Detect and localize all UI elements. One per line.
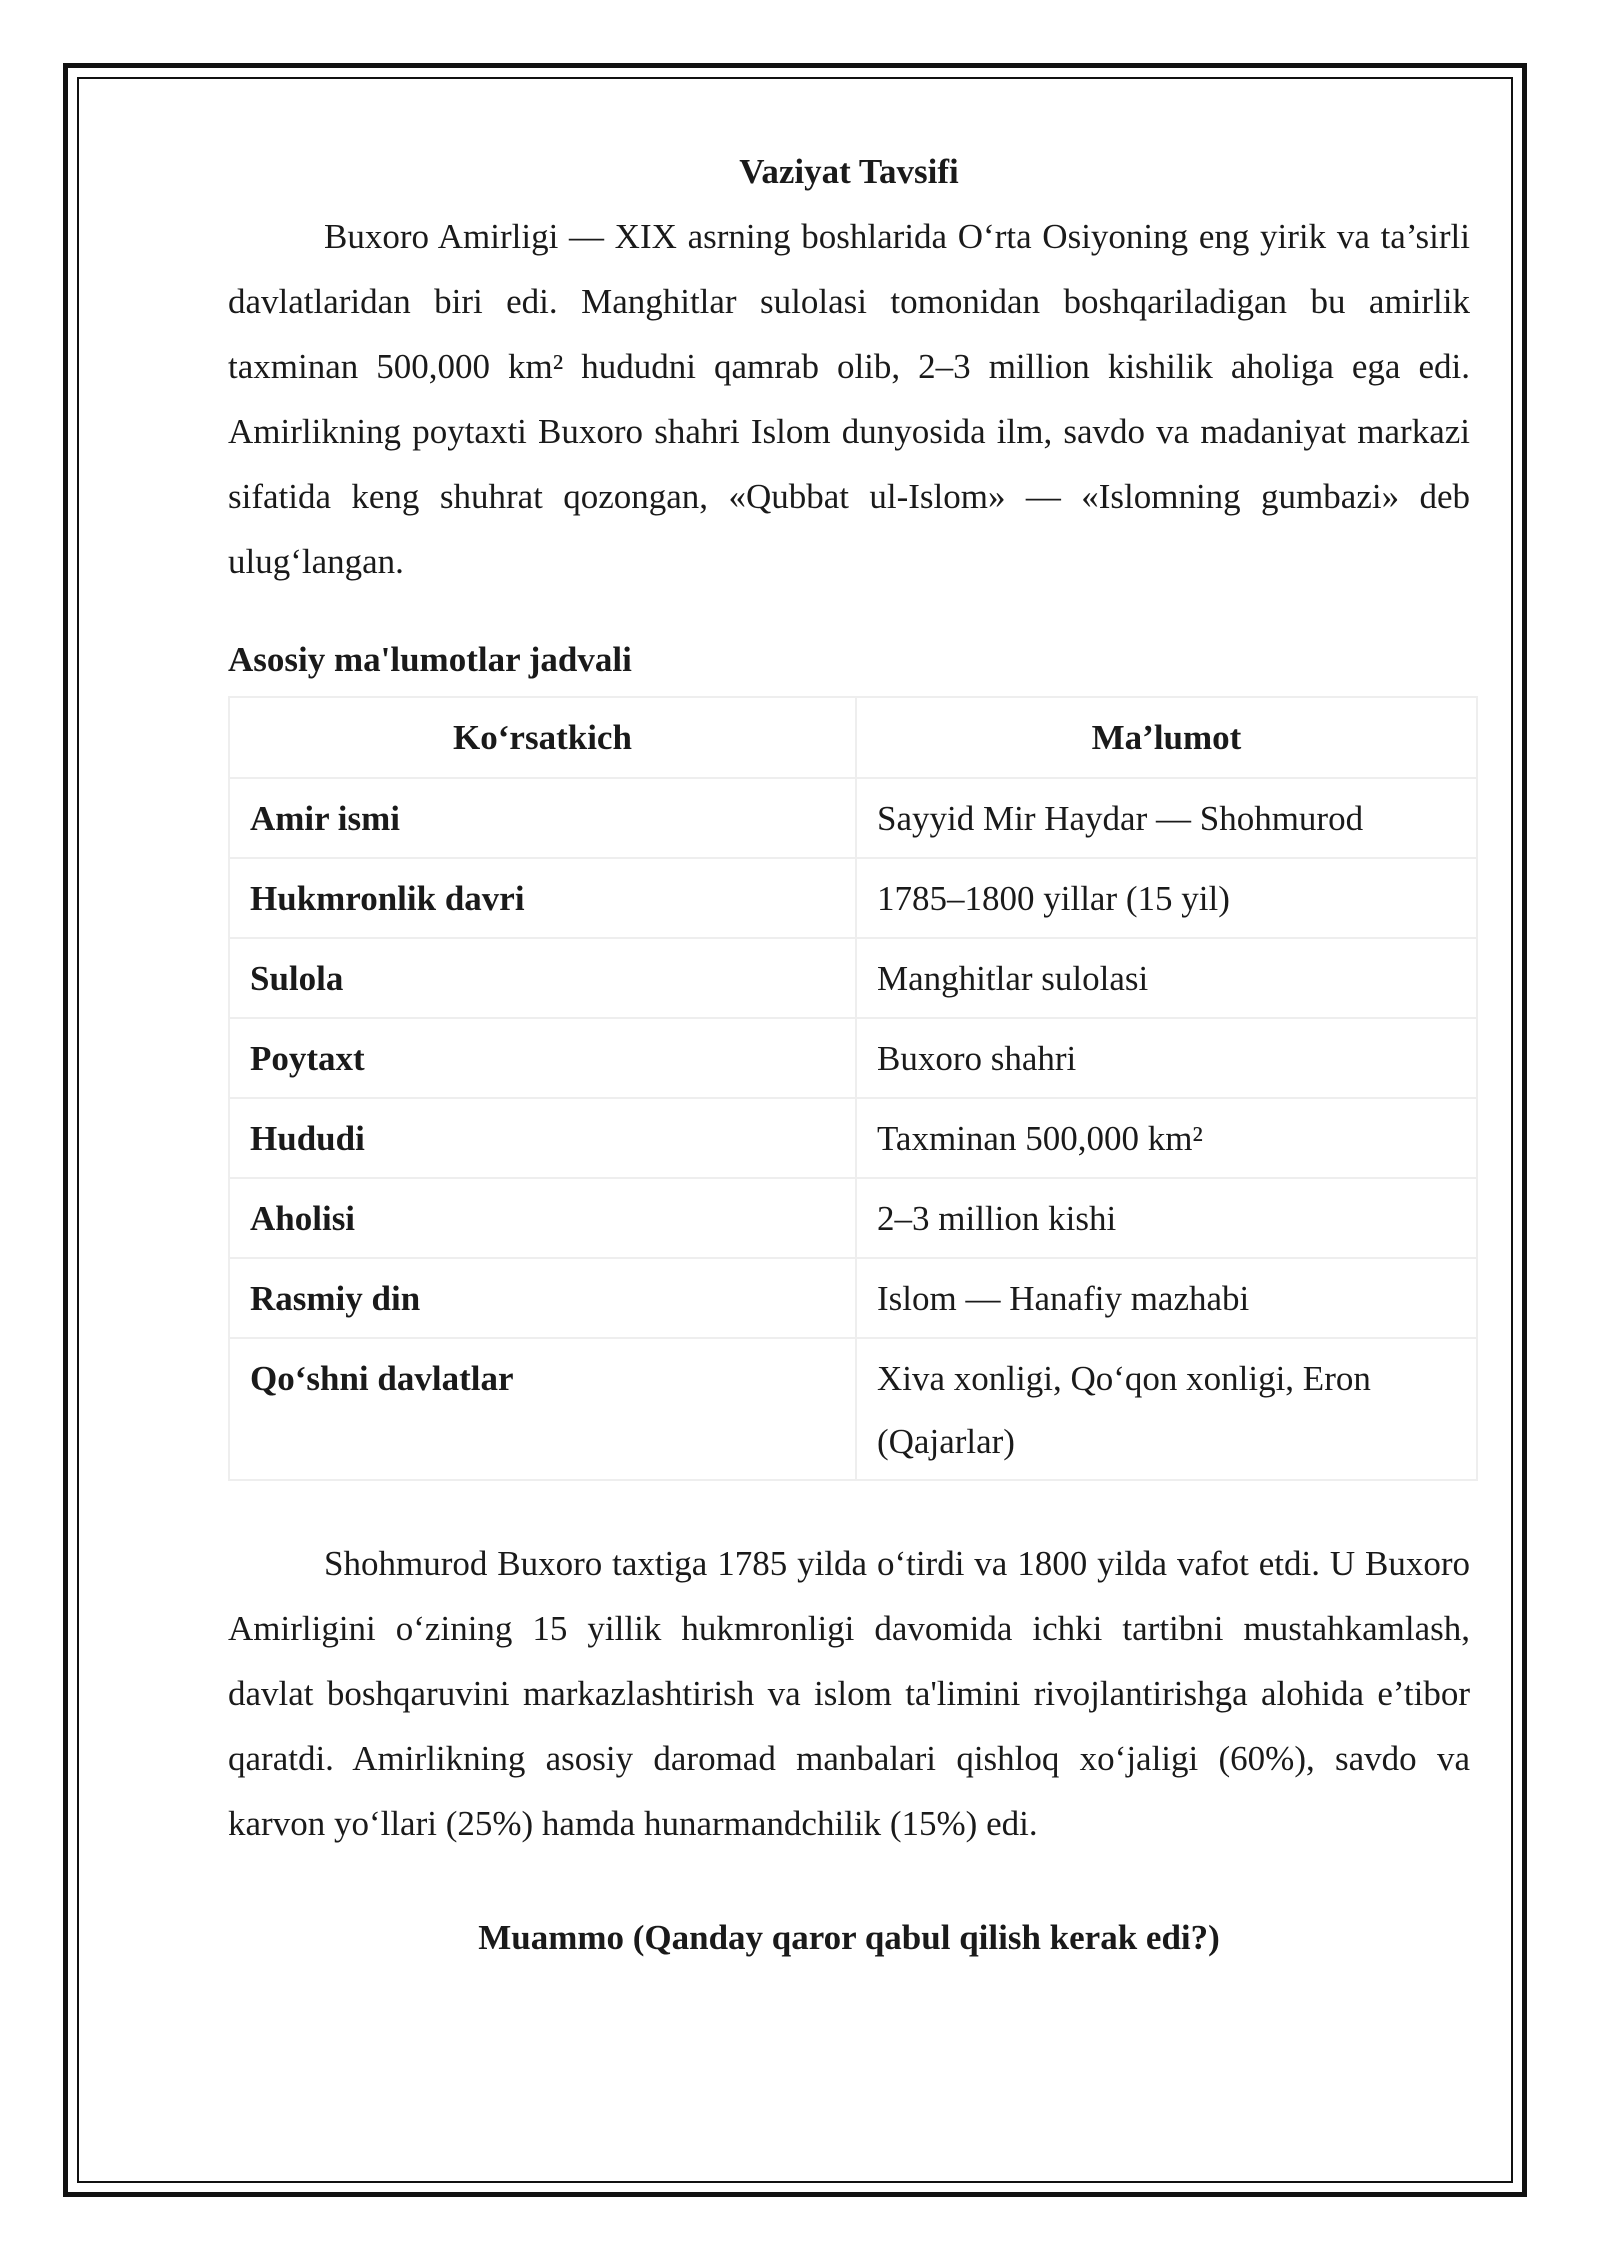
table-cell-value: 2–3 million kishi [856,1178,1477,1258]
problem-heading: Muammo (Qanday qaror qabul qilish kerak edi?) [478,1918,1220,1957]
table-row [229,1258,1477,1338]
table-cell-label: Amir ismi [229,778,856,858]
table-row [229,1178,1477,1258]
table-cell-label: Hududi [229,1098,856,1178]
table-row [229,1018,1477,1098]
table-cell-value: 1785–1800 yillar (15 yil) [856,858,1477,938]
table-cell-value: Buxoro shahri [856,1018,1477,1098]
table-row [229,1338,1477,1480]
table-cell-value: Xiva xonligi, Qo‘qon xonligi, Eron (Qajarlar) [856,1338,1477,1480]
table-cell-value: Islom — Hanafiy mazhabi [856,1258,1477,1338]
table-header-info: Ma’lumot [856,697,1477,778]
table-row [229,858,1477,938]
table-cell-label: Hukmronlik davri [229,858,856,938]
table-row [229,778,1477,858]
section-title: Vaziyat Tavsifi [739,152,959,191]
table-header-row [229,697,1477,778]
table-cell-label: Aholisi [229,1178,856,1258]
info-table [228,696,1478,1481]
table-row [229,938,1477,1018]
table-cell-label: Sulola [229,938,856,1018]
document-body [228,140,1470,1970]
table-row [229,1098,1477,1178]
second-paragraph: Shohmurod Buxoro taxtiga 1785 yilda o‘tirdi va 1800 yilda vafot etdi. U Buxoro Amirligini o‘zining 15 yillik hukmronligi davomida ichki tartibni mustahkamlash, davlat boshqaruvini markazlashtirish va islom ta'limini rivojlantirishga alohida e’tibor qaratdi. Amirlikning asosiy daromad manbalari qishloq xo‘jaligi (60%), savdo va karvon yo‘llari (25%) hamda hunarmandchilik (15%) edi. [228,1544,1470,1843]
table-cell-value: Taxminan 500,000 km² [856,1098,1477,1178]
table-cell-value: Sayyid Mir Haydar — Shohmurod [856,778,1477,858]
table-header-indicator: Ko‘rsatkich [229,697,856,778]
intro-paragraph: Buxoro Amirligi — XIX asrning boshlarida O‘rta Osiyoning eng yirik va ta’sirli davlatlaridan biri edi. Manghitlar sulolasi tomonidan boshqariladigan bu amirlik taxminan 500,000 km² hududni qamrab olib, 2–3 million kishilik aholiga ega edi. Amirlikning poytaxti Buxoro shahri Islom dunyosida ilm, savdo va madaniyat markazi sifatida keng shuhrat qozongan, «Qubbat ul-Islom» — «Islomning gumbazi» deb ulug‘langan. [228,217,1470,581]
table-title: Asosiy ma'lumotlar jadvali [228,640,632,679]
table-cell-value: Manghitlar sulolasi [856,938,1477,1018]
table-cell-label: Poytaxt [229,1018,856,1098]
table-cell-label: Qo‘shni davlatlar [229,1338,856,1480]
table-cell-label: Rasmiy din [229,1258,856,1338]
